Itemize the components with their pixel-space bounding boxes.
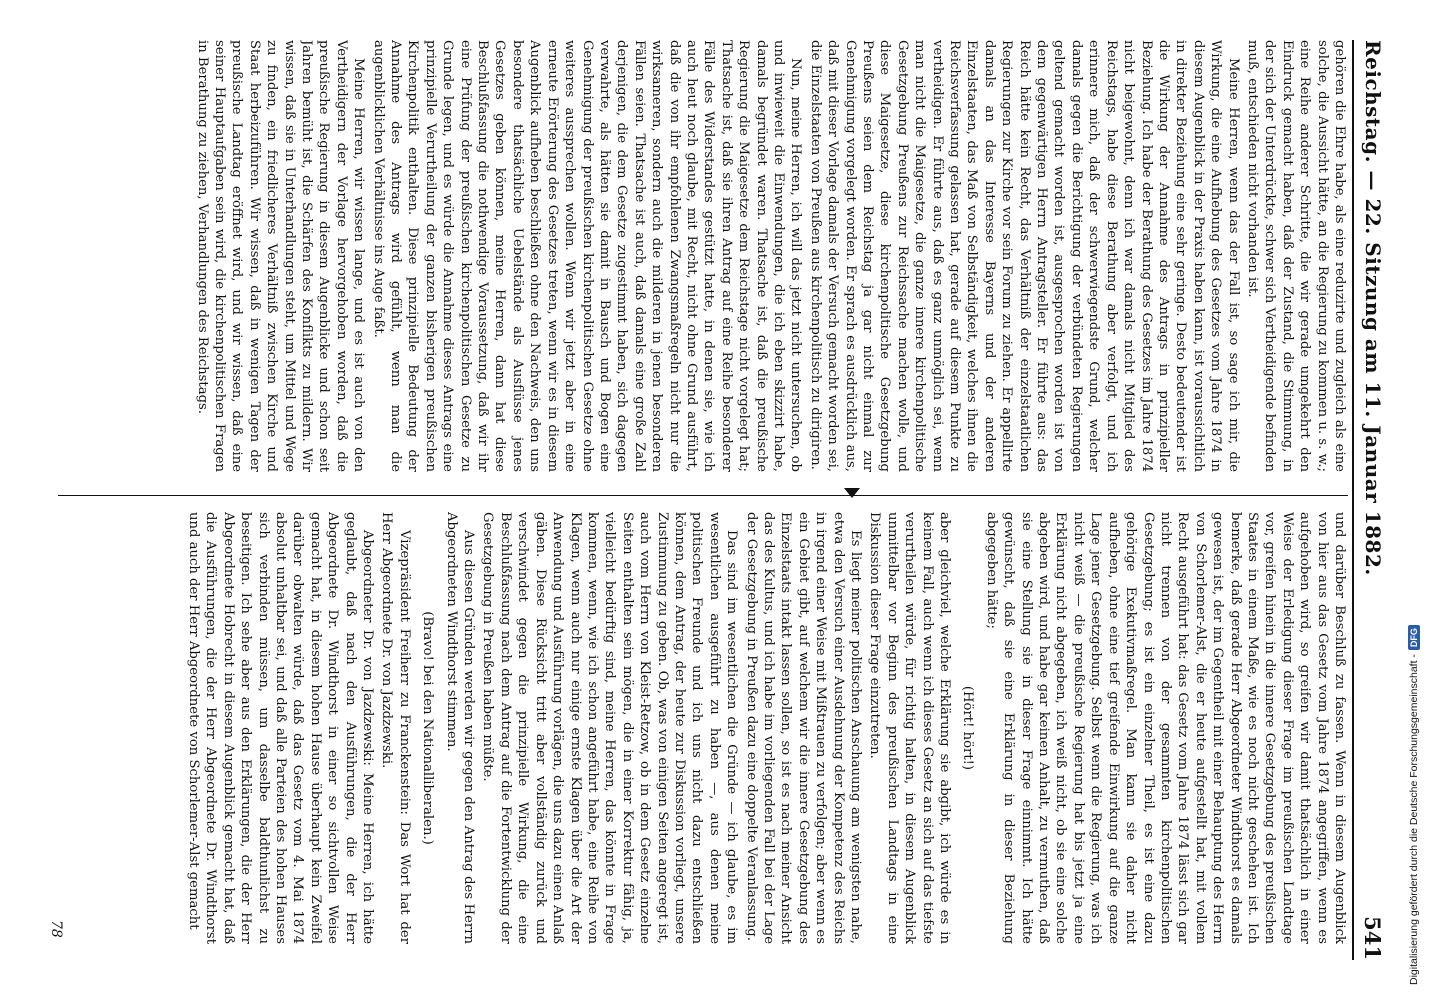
page-title: Reichstag. — 22. Sitzung am 11. Januar 1882. xyxy=(1361,40,1385,576)
digitization-credit xyxy=(1408,625,1420,985)
interjection: (Bravo! bei den Nationalliberalen.) xyxy=(420,611,436,845)
interjection: (Hört! hört!) xyxy=(960,685,976,771)
paragraph: Es liegt meiner politischen Anschauung am wenigsten nahe, etwa den Versuch einer Ausdehnung der Kompetenz des Reichs in irgend einer Weise mit Mißtrauen zu verfolgen; aber wenn es ein Gebiet gibt, auf welchem wir die innere Gesetzgebung des Einzelstaats intakt lassen sollen, so ist es nach meiner Ansicht das des Kultus, und ich habe im vorliegenden Fall bei der Lage der Gesetzgebung in Preußen dazu eine doppelte Veranlassung. xyxy=(743,512,864,944)
header-rule xyxy=(1352,40,1354,960)
speaker-paragraph: Vizepräsident Freiherr zu Franckenstein: Das Wort hat der Herr Abgeordnete Dr. von Jazdzewski. xyxy=(379,512,412,944)
paragraph: Nun, meine Herren, ich will das jetzt nicht untersuchen, ob und inwieweit die Einwendungen, die ich eben skizzirt habe, damals begründet waren. Thatsache ist, daß die preußische Regierung die Maigesetze dem Reichstage nicht vorgelegt hat; Thatsache ist, daß sie ihren Antrag auf eine Reihe besonderer Fälle des Widerstandes gestützt hatte, in denen sie, wie ich auch heut noch glaube, mit Recht, nicht ohne Grund ausführt, daß die von ihr empfohlenen Zwangsmaßregeln nicht nur die wirksameren, sondern auch die milderen in jenen besonderen Fällen seien. Thatsache ist auch, daß damals eine große Zahl derjenigen, die dem Gesetze zugestimmt haben, sich dagegen verwahrte, als hätten sie damit in Bausch und Bogen eine Genehmigung der preußischen kirchenpolitischen Gesetze ohne weiteres aussprechen wollen. Wenn wir jetzt aber in eine erneute Erörterung des Gesetzes treten, wenn wir es in diesem Augenblick aufheben beschließen ohne den Nachweis, den uns besondere thatsächliche Uebelstände als Ausflüsse jenes Gesetzes geben können, meine Herren, dann hat diese Beschlußfassung die nothwendige Voraussetzung, daß wir ihr eine Prüfung der preußischen kirchenpolitischen Gesetze zu Grunde legen, und es würde die Annahme dieses Antrags eine prinzipielle Verurtheilung der ganzen bisherigen preußischen Kirchenpolitik enthalten. Diese prinzipielle Bedeutung der Annahme des Antrags wird gefühlt, wenn man die augenblicklichen Verhältnisse ins Auge faßt. xyxy=(370,40,804,472)
speaker-paragraph: Abgeordneter Dr. von Jazdzewski: Meine Herren, ich hätte geglaubt, daß nach den Ausführungen, die der Herr Abgeordnete Dr. Windthorst in einer so sichtvollen Weise gemacht hat, in diesem hohen Hause überhaupt kein Zweifel darüber obwalten würde, daß das Gesetz vom 4. Mai 1874 absolut unhaltbar sei, und daß alle Parteien des hohen Hauses sich verbinden müssen, um dasselbe baldthunlichst zu beseitigen. Ich sehe aber aus den Erklärungen, die der Herr Abgeordnete Hobrecht in diesem Augenblick gemacht hat, daß die Ausführungen, die der Herr Abgeordnete Dr. Windthorst und auch der Herr Abgeordnete von Schorlemer-Alst gemacht xyxy=(186,512,376,944)
column-marker xyxy=(844,488,860,498)
signature-mark: 78 xyxy=(48,920,64,938)
dfg-logo: DFG xyxy=(1408,625,1420,650)
right-column xyxy=(48,512,1348,944)
paragraph: Meine Herren, wenn das der Fall ist, so sage ich mir, die Wirkung, die eine Aufhebung des Gesetzes vom Jahre 1874 in diesem Augenblick in der Praxis haben kann, ist voraussichtlich in direkter Beziehung eine sehr geringe. Desto bedeutender ist die Wirkung der Annahme des Antrags in prinzipieller Beziehung. Ich habe der Berathung des Gesetzes im Jahre 1874 nicht beigewohnt, denn ich war damals nicht Mitglied des Reichstags, habe diese Berathung aber verfolgt, und ich erinnere mich, daß der schwerwiegendste Grund, welcher damals gegen die Berichtigung der verbündeten Regierungen geltend gemacht worden ist, ausgesprochen worden ist von dem gegenwärtigen Herrn Antragsteller. Er führte aus: das Reich hätte kein Recht, das Verhältniß der einzelstaatlichen Regierungen zur Kirche vor sein Forum zu ziehen. Er appellirte damals an das Interesse Bayerns und der anderen Einzelstaaten, das Maß von Selbständigkeit, welches ihnen die Reichsverfassung gelassen hat, gerade auf diesem Punkte zu vertheidigen. Er führte aus, daß es ganz unmöglich sei, wenn man nicht die Maigesetze, die ganze innere kirchenpolitische Gesetzgebung Preußens zur Reichssache machen wolle, und diese Maigesetze, diese kirchenpolitische Gesetzgebung Preußens seien dem Reichstag ja gar nicht einmal zur Genehmigung vorgelegt worden. Er sprach es ausdrücklich aus, daß mit dieser Vorlage damals der Versuch gemacht worden sei, die Einzelstaaten von Preußen aus kirchenpolitisch zu dirigiren. xyxy=(807,40,1241,472)
page-header xyxy=(1356,40,1390,960)
left-column xyxy=(48,40,1348,472)
paragraph: Aus diesen Gründen werden wir gegen den Antrag des Herrn Abgeordneten Windthorst stimmen. xyxy=(443,512,477,944)
page-number: 541 xyxy=(1360,916,1386,960)
paragraph: aber gleichviel, welche Erklärung sie abgibt, ich würde es in keinem Fall, auch wenn ich dieses Gesetz an sich auf das tiefste verurtheilen würde, für richtig halten, in diesem Augenblick unmittelbar vor Beginn des preußischen Landtags in eine Diskussion dieser Frage einzutreten. xyxy=(867,512,953,944)
credit-text: Digitalisierung gefördert durch die Deutsche Forschungsgemeinschaft - xyxy=(1408,654,1420,985)
paragraph: gehören die Ehre habe, als eine reduzirte und zugleich als eine solche, die Aussicht hätte, an die Regierung zu kommen u. s. w.; eine Reihe anderer Schritte, die wir gerade umgekehrt den Eindruck gemacht haben, daß der Zustand, die Stimmung, in der sich der Unterdrückte, schwer sich Vertheidigende befinden muß, entschieden nicht vorhanden ist. xyxy=(1244,40,1347,472)
paragraph: und darüber Beschluß zu fassen. Wenn in diesem Augenblick von hier aus das Gesetz vom Jahre 1874 angegriffen, wenn es aufgehoben wird, so greifen wir damit thatsächlich in einer Weise der Erledigung dieser Frage im preußischen Landtage vor, greifen hinein in die innere Gesetzgebung des preußischen Staates in einem Maße, wie es noch nicht geschehen ist. Ich bemerke, daß gerade Herr Abgeordneter Windthorst es damals gewesen ist, der im Gegentheil mit einer Behauptung des Herrn von Schorlemer-Alst, die er heute aufgestellt hat, mit vollem Recht ausgeführt hat: das Gesetz vom Jahre 1874 lässt sich gar nicht trennen von der gesammten kirchenpolitischen Gesetzgebung; es ist ein einzelner Theil, es ist eine dazu gehörige Exekutivmaßregel. Man kann sie daher nicht aufheben, ohne eine tief greifende Einwirkung auf die ganze Lage jener Gesetzgebung. Selbst wenn die Regierung, was ich nicht weiß — die preußische Regierung hat bis jetzt ja eine Erklärung nicht abgegeben, ich weiß nicht, ob sie eine solche abgeben wird, und habe gar keinen Anhalt, zu vermuthen, daß sie eine Stellung sie in dieser Frage einnimmt. Ich hätte gewünscht, daß sie eine Erklärung in dieser Beziehung abgegeben hätte; xyxy=(983,512,1347,944)
paragraph: Das sind im wesentlichen die Gründe — ich glaube, es im wesentlichen ausgeführt zu haben —, aus denen meine politischen Freunde und ich uns nicht dazu entschließen können, dem Antrag, der heute zur Diskussion vorliegt, unsere Zustimmung zu geben. Ob, was von einigen Seiten angeregt ist, auch vom Herrn von Kleist-Retzow, ob in dem Gesetz einzelne Seiten enthalten sein mögen, die in einer Korrektur fähig, ja, vielleicht bedürftig sind, meine Herren, das könnte in Frage kommen, wenn, wie ich schon angeführt habe, eine Reihe von Klagen, wenn auch nur einige ernste Klagen über die Art der Anwendung und Ausführung vorlägen, die uns dazu einen Anlaß gäben. Diese Rücksicht tritt aber vollständig zurück und verschwindet gegen die prinzipielle Wirkung, die eine Beschlußfassung nach dem Antrag auf die Fortentwicklung der Gesetzgebung in Preußen haben müßte. xyxy=(480,512,740,944)
column-divider xyxy=(58,495,1348,496)
paragraph: Meine Herren, wir wissen lange, und es ist auch von den Vertheidigern der Vorlage hervorgehoben worden, daß die preußische Regierung in diesem Augenblicke und schon seit Jahren bemüht ist, die Schärfen des Konflikts zu mildern. Wir wissen, daß sie in Unterhandlungen steht, um Mittel und Wege zu finden, ein friedlicheres Verhältniß zwischen Kirche und Staat herbeizuführen. Wir wissen, daß in wenigen Tagen der preußische Landtag eröffnet wird, und wir wissen, daß eine seiner Hauptaufgaben sein wird, die kirchenpolitischen Fragen in Berathung zu ziehen, Verhandlungen des Reichstags. xyxy=(194,40,367,472)
